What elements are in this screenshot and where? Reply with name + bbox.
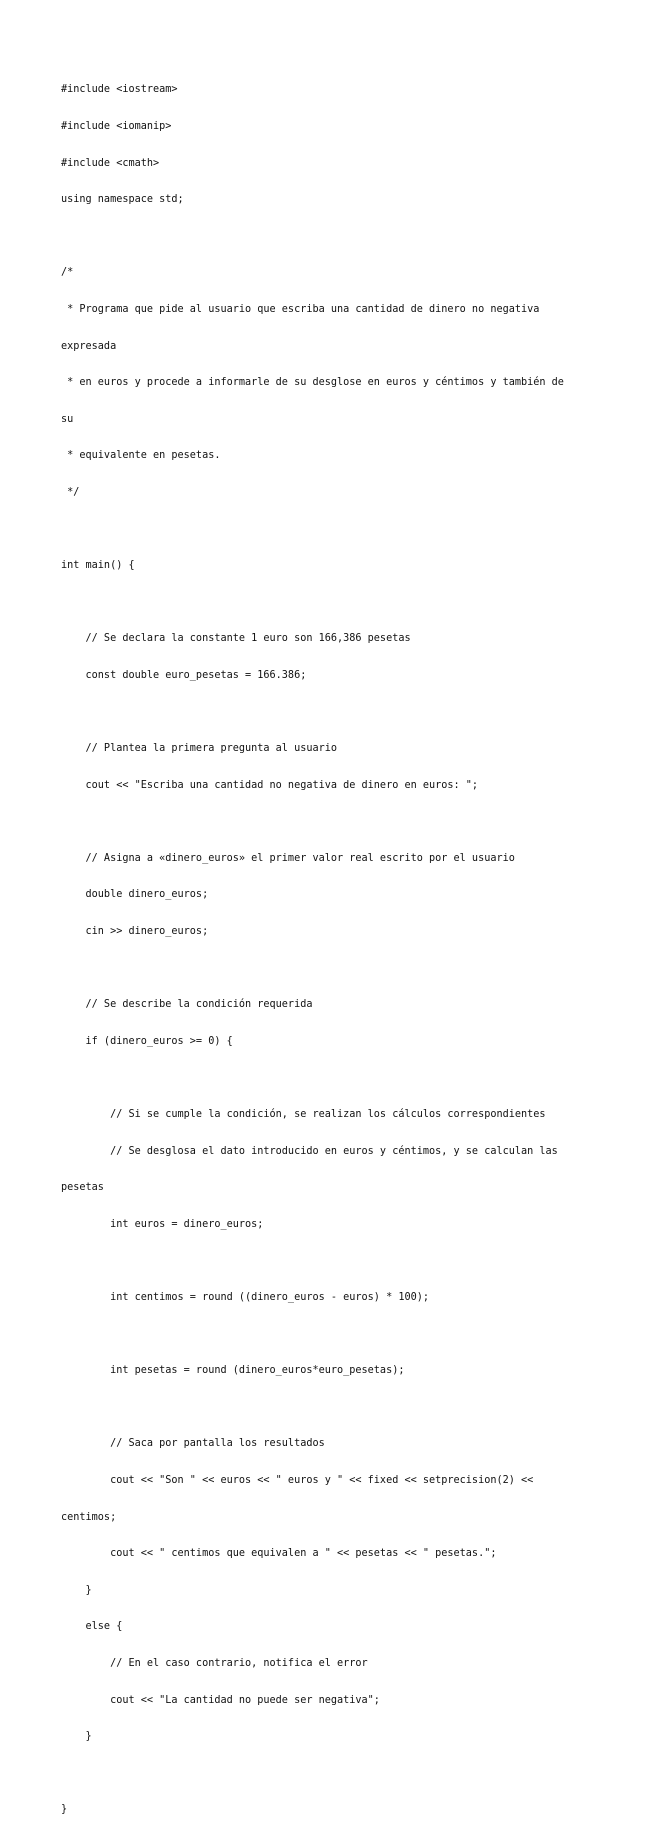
code-line: * Programa que pide al usuario que escriba una cantidad de dinero no negativa xyxy=(61,303,540,315)
code-line: // Saca por pantalla los resultados xyxy=(61,1438,325,1450)
code-line: /* xyxy=(61,267,74,279)
code-line: centimos; xyxy=(61,1511,117,1523)
code-line: // Asigna a «dinero_euros» el primer valor real escrito por el usuario xyxy=(61,852,515,864)
code-line: } xyxy=(61,1584,92,1596)
code-line: else { xyxy=(61,1621,123,1633)
code-line: int main() { xyxy=(61,560,135,572)
code-line: * en euros y procede a informarle de su desglose en euros y céntimos y también de xyxy=(61,377,564,389)
code-line xyxy=(61,231,591,243)
code-line xyxy=(61,816,591,828)
code-line: cin >> dinero_euros; xyxy=(61,926,209,938)
code-line xyxy=(61,1255,591,1267)
code-line: // Se desglosa el dato introducido en euros y céntimos, y se calculan las xyxy=(61,1145,558,1157)
code-line: cout << " centimos que equivalen a " << pesetas << " pesetas."; xyxy=(61,1548,497,1560)
code-line: using namespace std; xyxy=(61,194,184,206)
code-line: // Se declara la constante 1 euro son 166,386 pesetas xyxy=(61,633,411,645)
code-line: } xyxy=(61,1731,92,1743)
code-line xyxy=(61,963,591,975)
code-line: cout << "Escriba una cantidad no negativa de dinero en euros: "; xyxy=(61,779,479,791)
code-line: // En el caso contrario, notifica el error xyxy=(61,1657,368,1669)
code-line xyxy=(61,597,591,609)
code-line xyxy=(61,1072,591,1084)
code-line: // Si se cumple la condición, se realizan los cálculos correspondientes xyxy=(61,1109,546,1121)
code-line: int euros = dinero_euros; xyxy=(61,1218,264,1230)
code-line: pesetas xyxy=(61,1182,104,1194)
code-line xyxy=(61,1768,591,1780)
code-line: // Se describe la condición requerida xyxy=(61,999,313,1011)
code-line: int centimos = round ((dinero_euros - euros) * 100); xyxy=(61,1292,430,1303)
source-code-block xyxy=(61,60,591,1841)
code-line: * equivalente en pesetas. xyxy=(61,450,221,462)
code-line xyxy=(61,707,591,719)
code-line: int pesetas = round (dinero_euros*euro_pesetas); xyxy=(61,1365,405,1377)
code-line xyxy=(61,524,591,536)
code-line: */ xyxy=(61,486,80,498)
code-line: const double euro_pesetas = 166.386; xyxy=(61,669,307,681)
code-line: double dinero_euros; xyxy=(61,889,209,901)
code-line: } xyxy=(61,1804,68,1816)
code-line: expresada xyxy=(61,340,117,352)
code-line: #include <iomanip> xyxy=(61,121,172,132)
code-line: #include <cmath> xyxy=(61,157,160,169)
code-line: cout << "La cantidad no puede ser negativa"; xyxy=(61,1694,380,1706)
code-line: su xyxy=(61,413,74,425)
code-line: if (dinero_euros >= 0) { xyxy=(61,1035,233,1047)
code-line: // Plantea la primera pregunta al usuario xyxy=(61,743,338,755)
code-line: #include <iostream> xyxy=(61,84,178,96)
code-line xyxy=(61,1402,591,1414)
code-line: cout << "Son " << euros << " euros y " << fixed << setprecision(2) << xyxy=(61,1474,534,1486)
code-line xyxy=(61,1329,591,1341)
